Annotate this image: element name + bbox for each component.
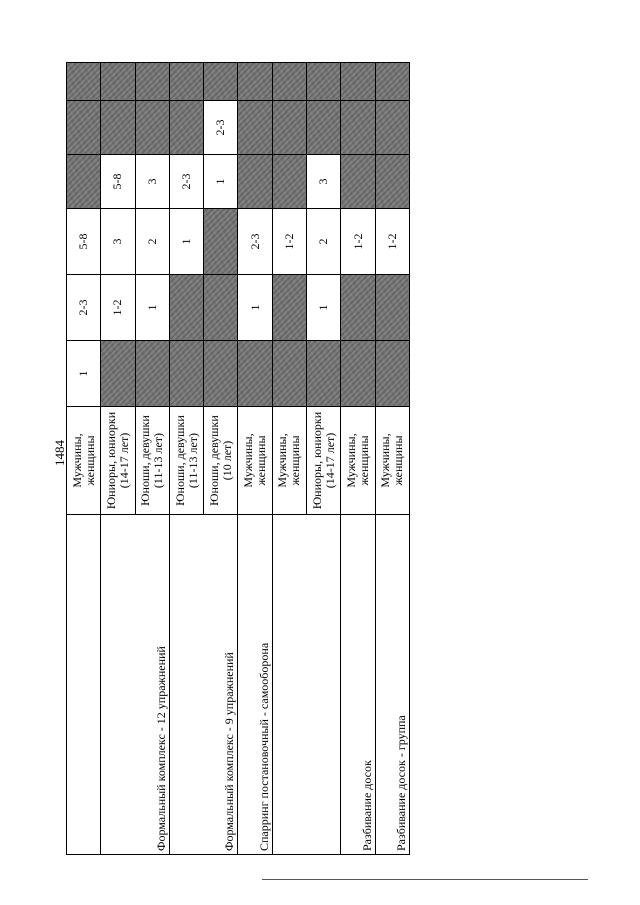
category-cell: Юноши, девушки (11-13 лет) bbox=[135, 407, 169, 515]
category-cell: Мужчины, женщины bbox=[272, 407, 306, 515]
result-cell bbox=[204, 275, 238, 341]
result-cell bbox=[135, 341, 169, 407]
discipline-cell: Разбивание досок bbox=[341, 515, 375, 855]
result-cell bbox=[375, 101, 409, 155]
result-cell: 1-2 bbox=[272, 209, 306, 275]
result-cell bbox=[375, 155, 409, 209]
result-cell bbox=[375, 63, 409, 101]
discipline-cell bbox=[272, 515, 341, 855]
result-cell bbox=[169, 275, 203, 341]
page-number: 1484 bbox=[52, 440, 67, 466]
result-cell: 3 bbox=[307, 155, 341, 209]
result-cell bbox=[238, 101, 272, 155]
result-cell: 1-2 bbox=[341, 209, 375, 275]
table-row bbox=[67, 63, 101, 855]
result-cell bbox=[341, 275, 375, 341]
result-cell: 2-3 bbox=[238, 209, 272, 275]
discipline-cell: Формальный комплекс - 9 упражнений bbox=[169, 515, 238, 855]
result-cell bbox=[307, 101, 341, 155]
result-cell: 1 bbox=[169, 209, 203, 275]
result-cell: 2-3 bbox=[204, 101, 238, 155]
result-cell: 5-8 bbox=[67, 209, 101, 275]
result-cell: 1 bbox=[238, 275, 272, 341]
result-cell bbox=[307, 341, 341, 407]
result-cell bbox=[101, 341, 135, 407]
result-cell: 5-8 bbox=[101, 155, 135, 209]
table-row bbox=[169, 63, 203, 855]
table-row bbox=[101, 63, 135, 855]
category-cell: Мужчины, женщины bbox=[238, 407, 272, 515]
result-cell bbox=[204, 63, 238, 101]
result-cell bbox=[169, 63, 203, 101]
result-cell bbox=[169, 101, 203, 155]
footer-line bbox=[262, 879, 588, 880]
result-cell bbox=[375, 275, 409, 341]
result-cell bbox=[272, 275, 306, 341]
category-cell: Юноши, девушки (11-13 лет) bbox=[169, 407, 203, 515]
result-cell: 1 bbox=[307, 275, 341, 341]
result-cell bbox=[341, 63, 375, 101]
result-cell: 1 bbox=[67, 341, 101, 407]
table-row bbox=[341, 63, 375, 855]
result-cell: 1-2 bbox=[375, 209, 409, 275]
category-cell: Юноши, девушки (10 лет) bbox=[204, 407, 238, 515]
table-body bbox=[67, 63, 410, 855]
result-cell bbox=[341, 341, 375, 407]
result-cell: 3 bbox=[101, 209, 135, 275]
result-cell bbox=[272, 101, 306, 155]
result-cell bbox=[272, 155, 306, 209]
result-cell bbox=[238, 63, 272, 101]
results-table bbox=[66, 62, 410, 855]
category-cell: Мужчины, женщины bbox=[67, 407, 101, 515]
result-cell: 2-3 bbox=[67, 275, 101, 341]
result-cell bbox=[67, 101, 101, 155]
result-cell: 1 bbox=[135, 275, 169, 341]
category-cell: Мужчины, женщины bbox=[341, 407, 375, 515]
table-row bbox=[375, 63, 409, 855]
table-row bbox=[272, 63, 306, 855]
category-cell: Мужчины, женщины bbox=[375, 407, 409, 515]
discipline-cell: Формальный комплекс - 12 упражнений bbox=[101, 515, 170, 855]
result-cell bbox=[135, 63, 169, 101]
result-cell bbox=[135, 101, 169, 155]
category-cell: Юниоры, юниорки (14-17 лет) bbox=[307, 407, 341, 515]
result-cell bbox=[272, 341, 306, 407]
result-cell bbox=[375, 341, 409, 407]
result-cell bbox=[101, 101, 135, 155]
result-cell: 2 bbox=[135, 209, 169, 275]
result-cell bbox=[272, 63, 306, 101]
result-cell bbox=[101, 63, 135, 101]
result-cell bbox=[238, 155, 272, 209]
discipline-cell: Спарринг постановочный - самооборона bbox=[238, 515, 272, 855]
result-cell: 1 bbox=[204, 155, 238, 209]
result-cell: 1-2 bbox=[101, 275, 135, 341]
result-cell bbox=[169, 341, 203, 407]
result-cell bbox=[67, 63, 101, 101]
result-cell bbox=[204, 341, 238, 407]
result-cell bbox=[238, 341, 272, 407]
discipline-cell bbox=[67, 515, 101, 855]
result-cell bbox=[307, 63, 341, 101]
result-cell bbox=[67, 155, 101, 209]
result-cell: 2-3 bbox=[169, 155, 203, 209]
table-row bbox=[238, 63, 272, 855]
result-cell bbox=[341, 101, 375, 155]
result-cell bbox=[341, 155, 375, 209]
discipline-cell: Разбивание досок - группа bbox=[375, 515, 409, 855]
result-cell: 2 bbox=[307, 209, 341, 275]
result-cell bbox=[204, 209, 238, 275]
category-cell: Юниоры, юниорки (14-17 лет) bbox=[101, 407, 135, 515]
result-cell: 3 bbox=[135, 155, 169, 209]
rotated-table-wrapper bbox=[66, 63, 410, 855]
